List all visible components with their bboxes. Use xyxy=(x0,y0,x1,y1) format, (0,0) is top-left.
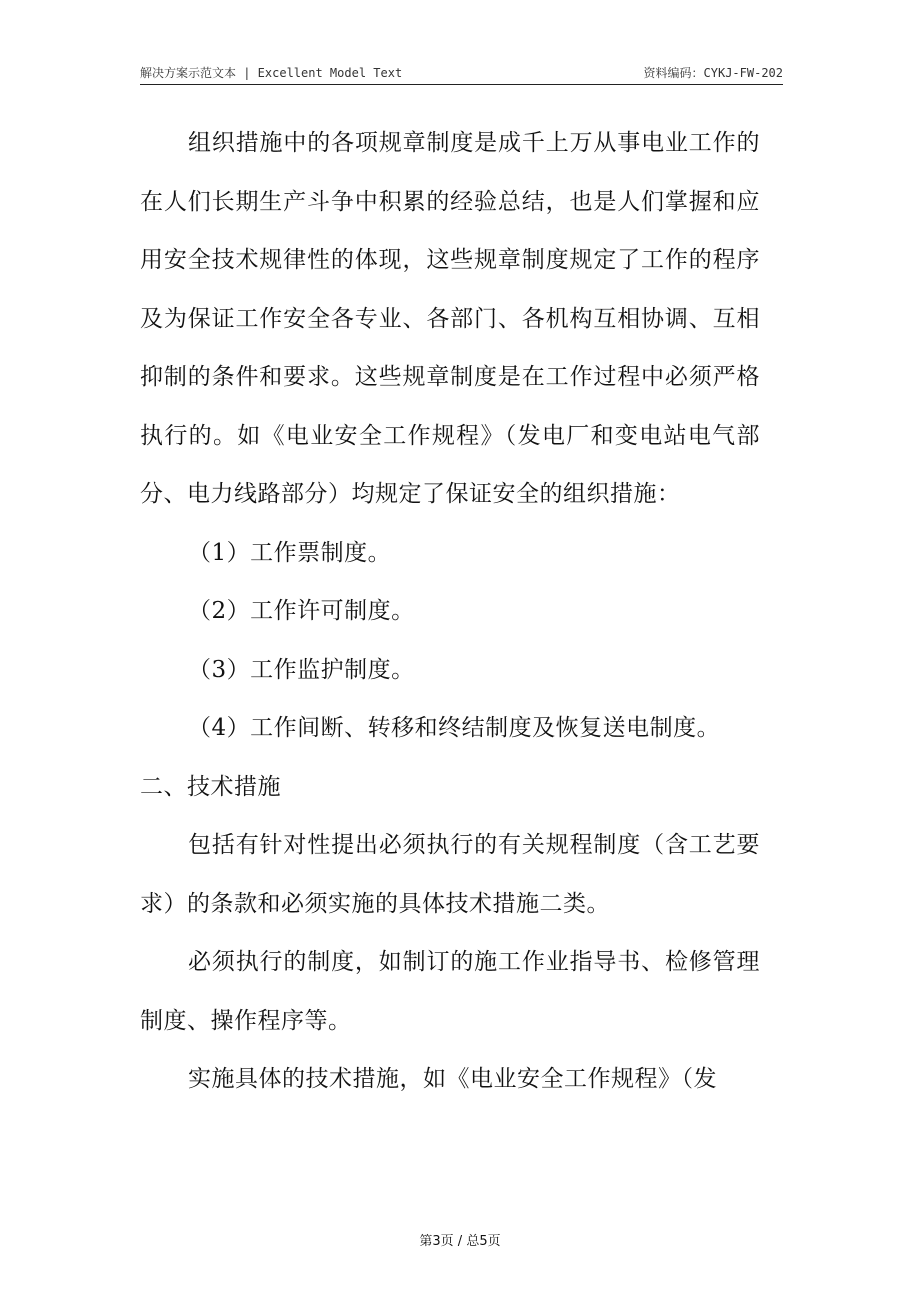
section-heading: 二、技术措施 xyxy=(140,773,281,800)
paragraph: 组织措施中的各项规章制度是成千上万从事电业工作的在人们长期生产斗争中积累的经验总结，也是人们掌握和应用安全技术规律性的体现，这些规章制度规定了工作的程序及为保证工作安全各专业、各部门、各机构互相协调、互相抑制的条件和要求。这些规章制度是在工作过程中必须严格执行的。如《电业安全工作规程》（发电厂和变电站电气部分、电力线路部分）均规定了保证安全的组织措施： xyxy=(140,130,760,507)
paragraph: 必须执行的制度，如制订的施工作业指导书、检修管理制度、操作程序等。 xyxy=(140,949,760,1034)
header-title: 解决方案示范文本 | Excellent Model Text xyxy=(140,66,403,80)
list-item: （1）工作票制度。 xyxy=(188,539,392,566)
list-item: （3）工作监护制度。 xyxy=(188,656,415,683)
page-header xyxy=(140,62,783,85)
paragraph: 实施具体的技术措施，如《电业安全工作规程》（发 xyxy=(188,1066,717,1092)
document-code: 资料编码：CYKJ-FW-202 xyxy=(643,66,783,80)
list-item: （2）工作许可制度。 xyxy=(188,598,415,624)
page-footer xyxy=(0,1230,920,1249)
page-number: 第3页 / 总5页 xyxy=(419,1234,501,1249)
document-body xyxy=(140,114,760,1109)
paragraph: 包括有针对性提出必须执行的有关规程制度（含工艺要求）的条款和必须实施的具体技术措施二类。 xyxy=(140,832,760,917)
list-item: （4）工作间断、转移和终结制度及恢复送电制度。 xyxy=(188,715,721,741)
